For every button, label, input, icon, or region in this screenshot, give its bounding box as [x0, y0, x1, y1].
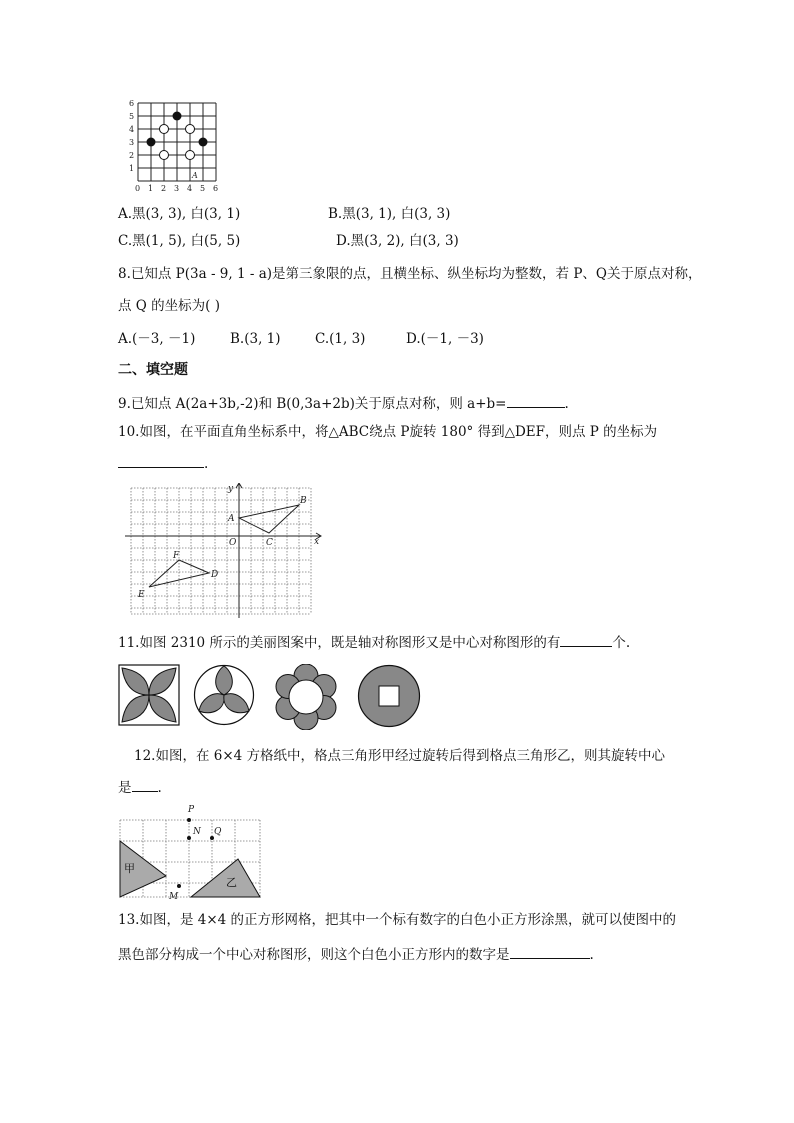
q10-question-line1: 10.如图，在平面直角坐标系中，将△ABC绕点 P旋转 180° 得到△DEF，则点 P 的坐标为	[118, 424, 658, 440]
q9-text: 9.已知点 A(2a+3b,-2)和 B(0,3a+2b)关于原点对称，则 a+b=	[118, 396, 507, 412]
q13-question-line2	[118, 946, 594, 963]
point-b-label: B	[300, 496, 307, 506]
q7-x-tick: 6	[213, 184, 219, 193]
answer-blank[interactable]	[507, 395, 565, 408]
q7-option-c: C.黑(1, 5), 白(5, 5)	[118, 233, 241, 249]
q7-x-tick: 5	[200, 184, 206, 193]
white-stone	[186, 151, 195, 160]
black-stone	[147, 138, 156, 147]
q7-x-tick: 2	[161, 184, 167, 193]
point-q-label: Q	[214, 827, 222, 837]
answer-blank[interactable]	[118, 455, 204, 468]
q7-x-tick: 3	[174, 184, 180, 193]
black-stone	[173, 112, 182, 121]
q7-x-tick: 4	[187, 184, 193, 193]
triangle-abc	[239, 505, 299, 533]
q7-y-tick: 5	[129, 112, 135, 121]
q7-y-tick: 1	[129, 164, 135, 173]
q8-option-a: A.(－3, －1)	[118, 331, 196, 347]
pattern-petal-square	[118, 664, 180, 726]
q7-point-label: A	[192, 171, 198, 180]
q7-option-d: D.黑(3, 2), 白(3, 3)	[336, 233, 459, 249]
white-stone	[186, 125, 195, 134]
q11-end: 个.	[612, 635, 631, 651]
q7-option-b: B.黑(3, 1), 白(3, 3)	[328, 206, 451, 222]
point-p	[187, 818, 191, 822]
black-stone	[199, 138, 208, 147]
x-axis-label: x	[314, 537, 320, 547]
answer-blank[interactable]	[510, 946, 590, 959]
q7-y-tick: 2	[129, 151, 135, 160]
triangle-yi-label: 乙	[226, 876, 237, 889]
point-e-label: E	[138, 590, 145, 600]
q8-option-d: D.(－1, －3)	[406, 331, 484, 347]
q11-question	[118, 634, 630, 651]
q7-x-tick: 1	[148, 184, 154, 193]
q8-option-b: B.(3, 1)	[230, 331, 281, 347]
q13-question-line1: 13.如图，是 4×4 的正方形网格，把其中一个标有数字的白色小正方形涂黑，就可以使图中的	[118, 912, 677, 928]
q12-question-line2	[118, 779, 162, 796]
white-stone	[160, 125, 169, 134]
q8-question-line1: 8.已知点 P(3a - 9, 1 - a)是第三象限的点，且横坐标、纵坐标均为整数，若 P、Q关于原点对称，	[118, 266, 702, 282]
q12-question-line1: 12.如图，在 6×4 方格纸中，格点三角形甲经过旋转后得到格点三角形乙，则其旋转中心	[134, 748, 666, 764]
q8-question-line2: 点 Q 的坐标为( )	[118, 298, 220, 314]
q7-grid-figure	[118, 96, 228, 196]
q8-option-c: C.(1, 3)	[315, 331, 366, 347]
origin-label: O	[229, 538, 237, 548]
pattern-coin	[357, 664, 421, 728]
q13-end: .	[589, 947, 594, 963]
pattern-three-petal-circle	[193, 664, 255, 726]
q7-y-tick: 6	[129, 99, 135, 108]
q9-question	[118, 395, 569, 412]
q12-end: .	[157, 780, 162, 796]
point-a-label: A	[228, 514, 235, 524]
point-n-label: N	[193, 827, 201, 837]
q11-text: 11.如图 2310 所示的美丽图案中，既是轴对称图形又是中心对称图形的有	[118, 635, 561, 651]
point-c-label: C	[266, 538, 273, 548]
point-p-label: P	[188, 805, 195, 815]
q7-y-tick: 4	[129, 125, 135, 134]
point-m-label: M	[169, 892, 179, 902]
answer-blank[interactable]	[560, 634, 612, 647]
q12-text: 是	[118, 780, 132, 796]
q7-x-tick: 0	[135, 184, 141, 193]
y-axis-label: y	[228, 484, 234, 494]
white-stone	[160, 151, 169, 160]
point-m	[177, 884, 181, 888]
q10-end: .	[204, 456, 209, 472]
point-d-label: D	[211, 570, 219, 580]
q10-question-line2	[118, 455, 208, 472]
q10-coordinate-figure	[125, 483, 325, 620]
answer-blank[interactable]	[132, 779, 158, 792]
triangle-jia-label: 甲	[124, 862, 135, 875]
q7-y-tick: 3	[129, 138, 135, 147]
point-f-label: F	[173, 551, 180, 561]
pattern-flower	[273, 664, 339, 730]
q12-grid-figure	[118, 800, 264, 902]
section-title: 二、填空题	[118, 362, 188, 378]
q9-end: .	[564, 396, 569, 412]
point-n	[187, 836, 191, 840]
q13-text: 黑色部分构成一个中心对称图形，则这个白色小正方形内的数字是	[118, 947, 510, 963]
q7-option-a: A.黑(3, 3), 白(3, 1)	[118, 206, 241, 222]
